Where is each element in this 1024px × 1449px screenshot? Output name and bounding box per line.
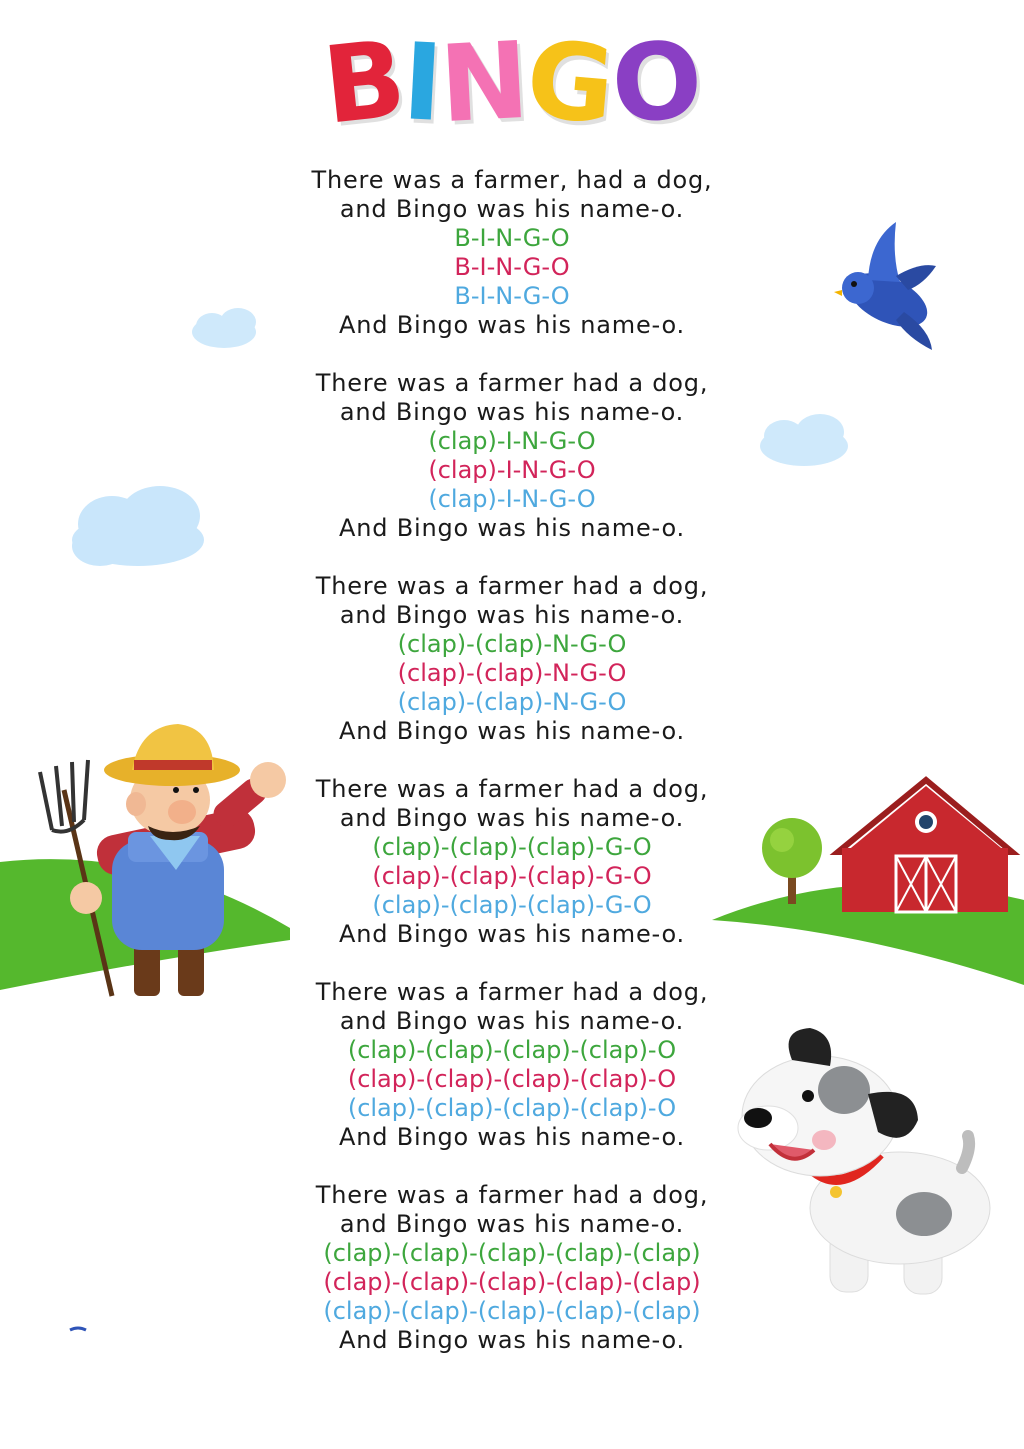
small-mark (70, 1328, 86, 1330)
verse-line: and Bingo was his name-o. (339, 601, 685, 629)
verse-line: And Bingo was his name-o. (339, 717, 685, 745)
title-letter-o: O (607, 18, 705, 147)
verse (262, 166, 762, 340)
verse (262, 369, 762, 543)
title-letter-i: I (399, 20, 444, 145)
spelling-line-green: (clap)-(clap)-(clap)-(clap)-O (347, 1036, 677, 1064)
verse-line: There was a farmer had a dog, (315, 369, 709, 397)
spelling-line-red: (clap)-(clap)-(clap)-G-O (372, 862, 652, 890)
spelling-line-red: (clap)-I-N-G-O (428, 456, 596, 484)
verse (262, 775, 762, 949)
verse (262, 1181, 762, 1355)
verse-line: And Bingo was his name-o. (339, 514, 685, 542)
spelling-line-green: B-I-N-G-O (454, 224, 570, 252)
spelling-line-blue: (clap)-I-N-G-O (428, 485, 596, 513)
spelling-line-red: (clap)-(clap)-N-G-O (397, 659, 627, 687)
verse-line: There was a farmer had a dog, (315, 1181, 709, 1209)
spelling-line-green: (clap)-(clap)-N-G-O (397, 630, 627, 658)
verse-line: And Bingo was his name-o. (339, 1326, 685, 1354)
spelling-line-green: (clap)-(clap)-(clap)-G-O (372, 833, 652, 861)
spelling-line-green: (clap)-I-N-G-O (428, 427, 596, 455)
verse-line: There was a farmer had a dog, (315, 572, 709, 600)
verse-line: and Bingo was his name-o. (339, 1210, 685, 1238)
spelling-line-blue: (clap)-(clap)-N-G-O (397, 688, 627, 716)
title-letter-b: B (317, 17, 409, 148)
verse-line: And Bingo was his name-o. (339, 1123, 685, 1151)
verse (262, 572, 762, 746)
verse-line: And Bingo was his name-o. (339, 920, 685, 948)
title-letter-g: G (521, 17, 618, 148)
verse (262, 978, 762, 1152)
verse-line: and Bingo was his name-o. (339, 1007, 685, 1035)
verse-line: There was a farmer, had a dog, (311, 166, 713, 194)
verse-line: There was a farmer had a dog, (315, 775, 709, 803)
spelling-line-blue: (clap)-(clap)-(clap)-G-O (372, 891, 652, 919)
cloud-illustration (192, 308, 256, 348)
spelling-line-blue: (clap)-(clap)-(clap)-(clap)-(clap) (323, 1297, 701, 1325)
spelling-line-red: (clap)-(clap)-(clap)-(clap)-O (347, 1065, 677, 1093)
dog-illustration (738, 1028, 990, 1294)
verse-line: And Bingo was his name-o. (339, 311, 685, 339)
spelling-line-green: (clap)-(clap)-(clap)-(clap)-(clap) (323, 1239, 701, 1267)
lyrics (262, 166, 762, 1384)
verse-line: and Bingo was his name-o. (339, 195, 685, 223)
title-letter-n: N (437, 18, 531, 147)
bluebird-illustration (834, 222, 936, 350)
verse-line: and Bingo was his name-o. (339, 398, 685, 426)
cloud-illustration (72, 486, 204, 566)
red-barn-illustration (838, 780, 1012, 912)
spelling-line-blue: (clap)-(clap)-(clap)-(clap)-O (347, 1094, 677, 1122)
spelling-line-blue: B-I-N-G-O (454, 282, 570, 310)
spelling-line-red: (clap)-(clap)-(clap)-(clap)-(clap) (323, 1268, 701, 1296)
verse-line: and Bingo was his name-o. (339, 804, 685, 832)
cloud-illustration (760, 414, 848, 466)
verse-line: There was a farmer had a dog, (315, 978, 709, 1006)
spelling-line-red: B-I-N-G-O (454, 253, 570, 281)
